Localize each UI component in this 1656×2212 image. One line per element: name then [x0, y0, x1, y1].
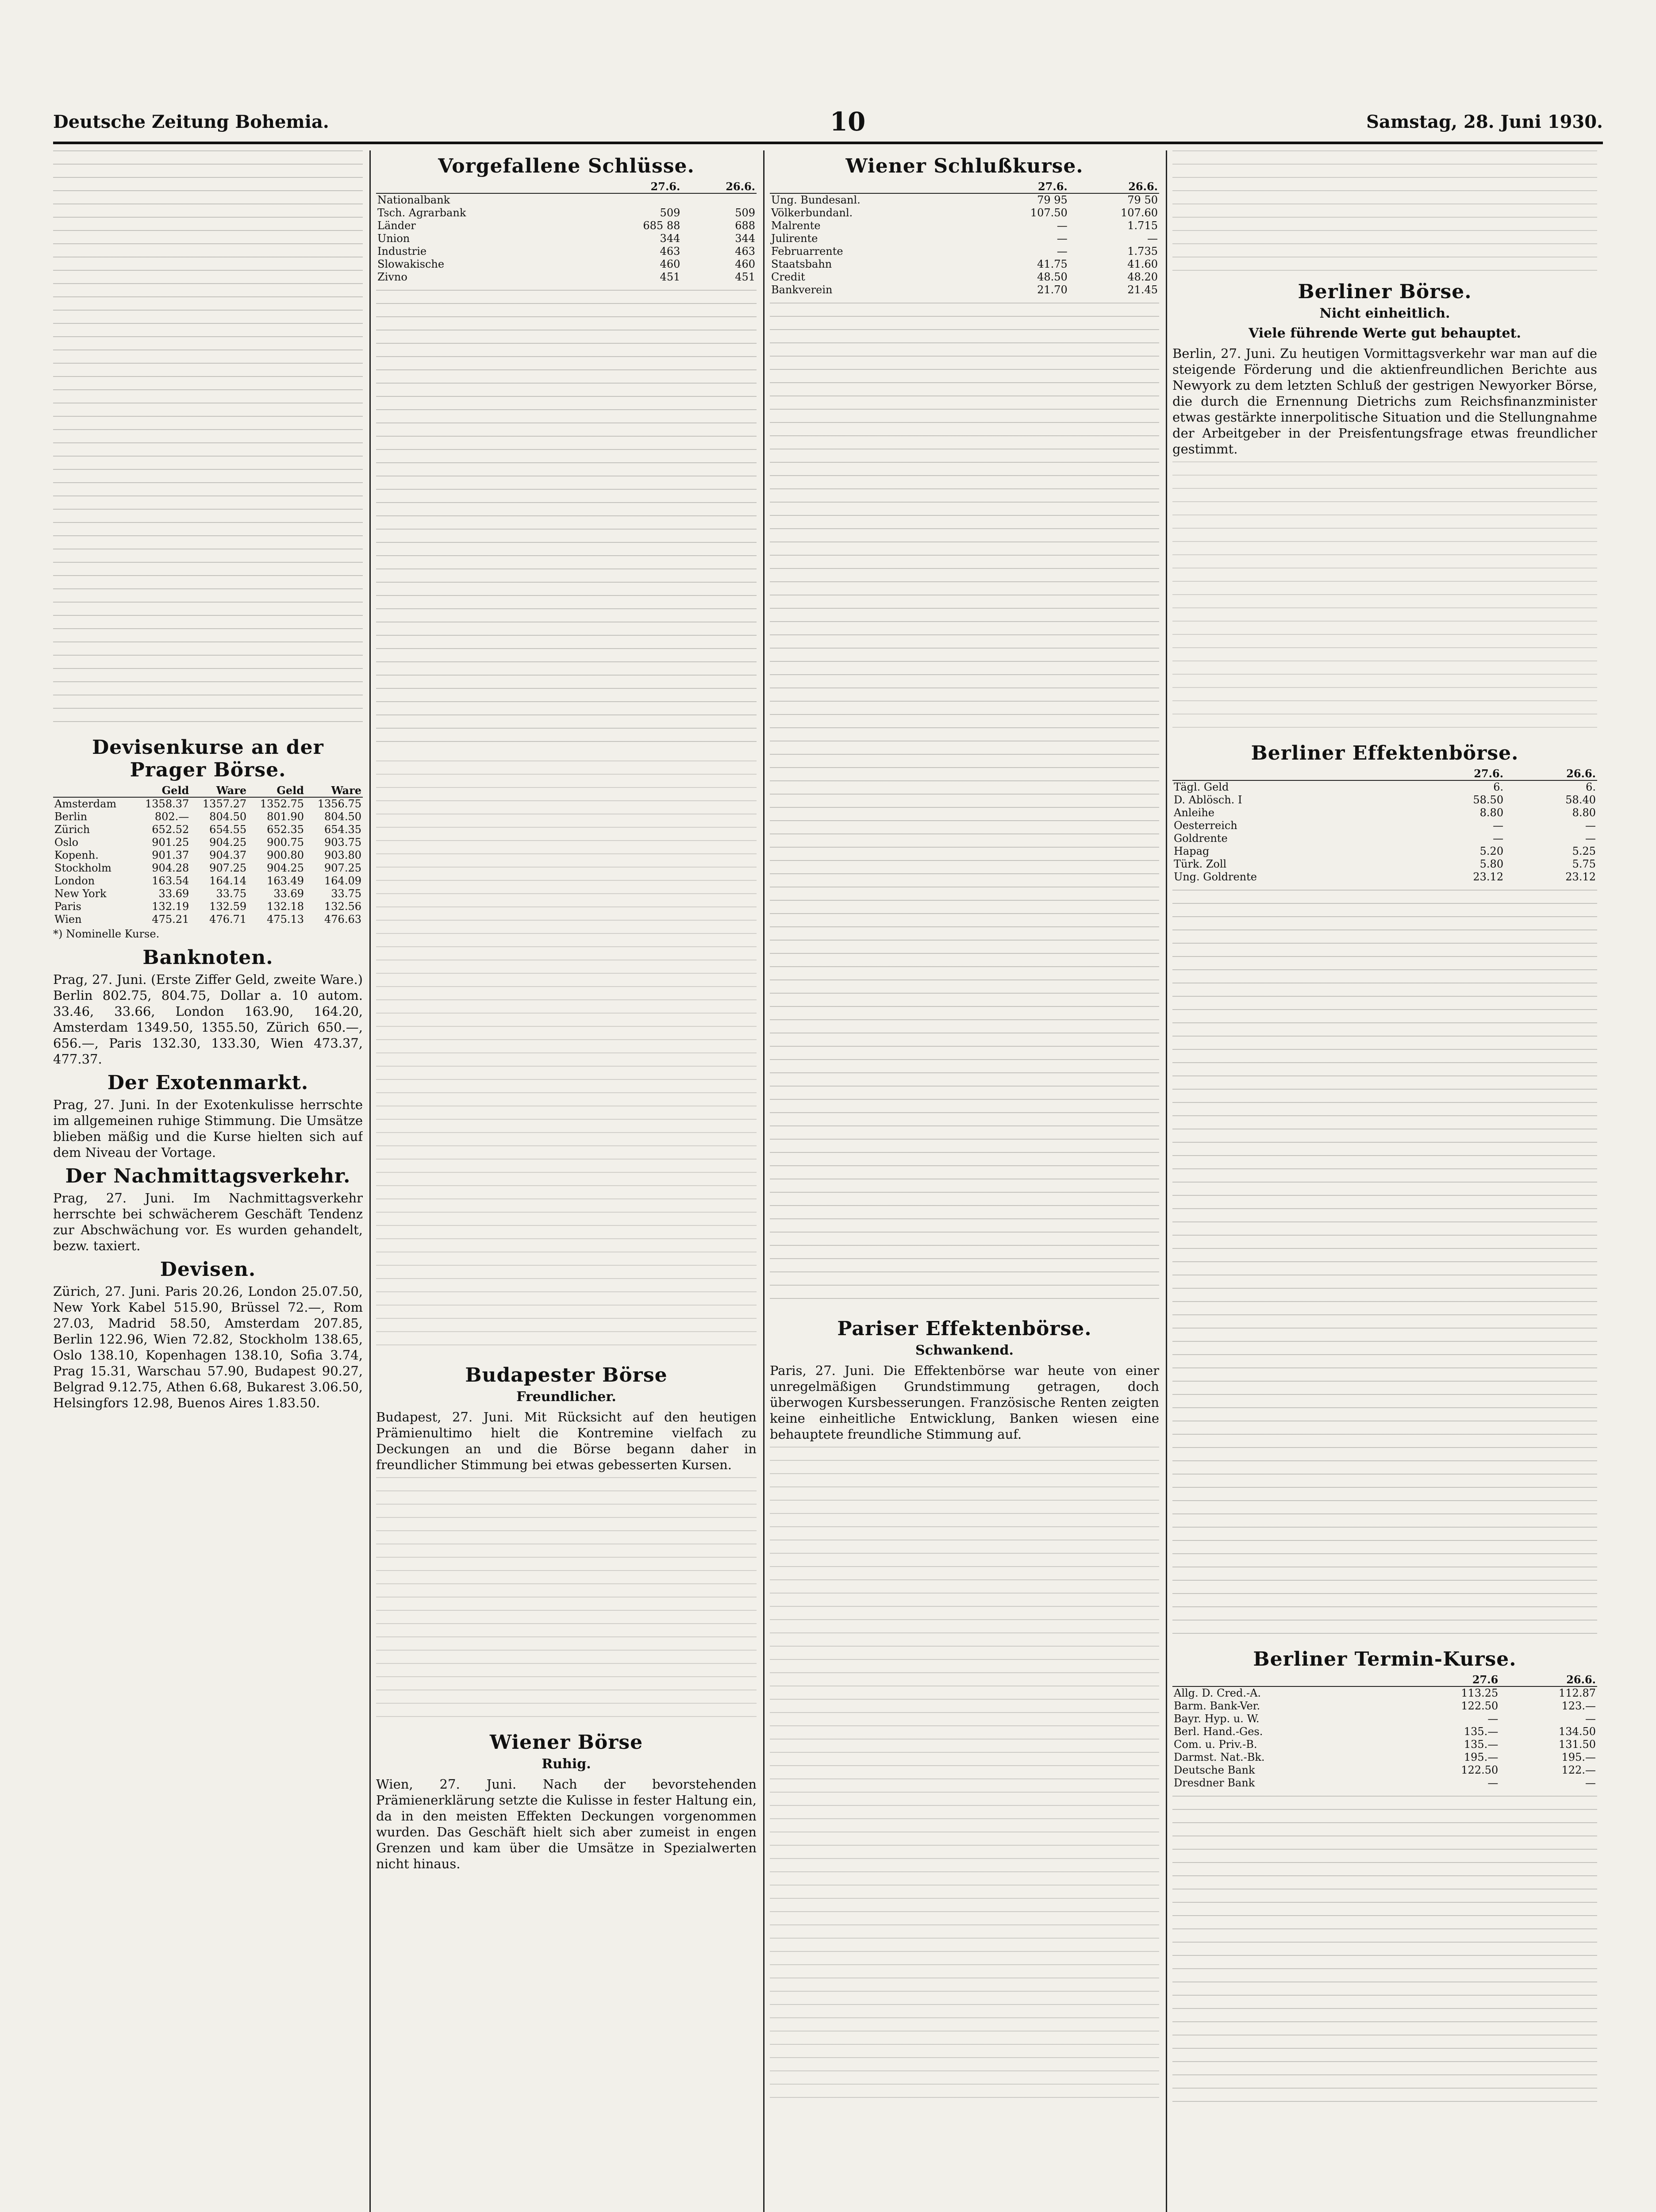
- table-cell: 903.80: [324, 849, 361, 861]
- issue-date: Samstag, 28. Juni 1930.: [1366, 111, 1603, 132]
- berlin-termin-table: [1172, 1673, 1597, 1790]
- col-header: 27.6.: [1412, 767, 1505, 780]
- table-cell: 904.25: [267, 862, 304, 874]
- table-cell: —: [1493, 819, 1504, 832]
- table-cell: 195.—: [1561, 1751, 1596, 1763]
- table-row: [376, 193, 757, 207]
- table-row: [770, 271, 1159, 284]
- table-cell: Tsch. Agrarbank: [377, 207, 466, 219]
- paris-subheading: Schwankend.: [915, 1343, 1014, 1358]
- table-cell: [681, 193, 757, 207]
- table-cell: D. Ablösch. I: [1174, 794, 1242, 806]
- table-row: [53, 849, 363, 862]
- table-row: [1172, 1700, 1597, 1713]
- table-cell: Julirente: [771, 232, 818, 245]
- table-row: [770, 207, 1159, 219]
- wiener-schluss-heading: Wiener Schlußkurse.: [845, 155, 1084, 177]
- table-cell: 901.25: [152, 836, 189, 849]
- table-row: [53, 900, 363, 913]
- table-cell: 802.—: [154, 810, 189, 823]
- table-row: [53, 913, 363, 926]
- berlin-report: [1172, 461, 1597, 736]
- exoten-heading: Der Exotenmarkt.: [107, 1071, 309, 1094]
- stock-list-prague: [53, 150, 363, 730]
- table-cell: 48.20: [1127, 271, 1158, 283]
- table-cell: 79 50: [1127, 194, 1158, 206]
- table-cell: 1357.27: [202, 798, 247, 810]
- col-header: [376, 180, 589, 193]
- budapest-subheading: Freundlicher.: [516, 1389, 616, 1405]
- table-cell: Völkerbundanl.: [771, 207, 853, 219]
- wiener-schluss-table: [770, 180, 1159, 296]
- table-cell: 804.50: [209, 810, 247, 823]
- column-3: [770, 150, 1159, 2212]
- banknoten-text: Prag, 27. Juni. (Erste Ziffer Geld, zweite Ware.) Berlin 802.75, 804.75, Dollar a. 10 autom. 33.46, 33.66, London 163.90, 164.20, Amsterdam 1349.50, 1355.50, Zürich 650.—, 656.—, Paris 132.30, 133.30, Wien 473.37, 477.37.: [53, 972, 363, 1067]
- col-header: [1172, 767, 1412, 780]
- table-row: [1172, 819, 1597, 832]
- table-cell: 476.63: [324, 913, 361, 926]
- foreign-exchange-text: [376, 760, 757, 1358]
- table-cell: [589, 193, 682, 207]
- table-cell: Stockholm: [54, 862, 111, 874]
- table-cell: Barm. Bank-Ver.: [1174, 1700, 1260, 1712]
- table-cell: Com. u. Priv.-B.: [1174, 1738, 1257, 1751]
- table-cell: Bankverein: [771, 284, 833, 296]
- table-cell: 1358.37: [145, 798, 189, 810]
- table-cell: 1.735: [1127, 245, 1158, 257]
- page-number: 10: [830, 107, 866, 137]
- table-cell: 1352.75: [260, 798, 304, 810]
- table-cell: Paris: [54, 900, 81, 913]
- table-cell: 904.37: [209, 849, 247, 861]
- table-cell: 163.49: [267, 875, 304, 887]
- table-row: [53, 887, 363, 900]
- table-cell: 654.35: [324, 823, 361, 836]
- table-cell: 460: [735, 258, 755, 270]
- table-cell: —: [1057, 232, 1068, 245]
- table-row: [53, 836, 363, 849]
- table-cell: 107.60: [1121, 207, 1158, 219]
- table-row: [1172, 1713, 1597, 1725]
- wien-heading: Wiener Börse: [489, 1731, 643, 1754]
- table-row: [1172, 858, 1597, 871]
- paris-continuation: [1172, 150, 1597, 274]
- table-cell: Darmst. Nat.-Bk.: [1174, 1751, 1265, 1763]
- column-1: [53, 150, 363, 2212]
- table-cell: Union: [377, 232, 410, 245]
- table-cell: Industrie: [377, 245, 427, 257]
- table-cell: 6.: [1493, 781, 1504, 793]
- devisen2-heading: Devisen.: [160, 1258, 256, 1281]
- table-cell: 113.25: [1461, 1687, 1498, 1699]
- col-header: Ware: [190, 784, 248, 797]
- table-row: [376, 232, 757, 245]
- prague-table: [376, 180, 757, 284]
- berlin-subheading: Nicht einheitlich.: [1319, 306, 1450, 321]
- table-cell: 475.21: [152, 913, 189, 926]
- table-row: [1172, 1725, 1597, 1738]
- table-row: [376, 258, 757, 271]
- col-header: 27.6: [1402, 1673, 1500, 1686]
- table-cell: 23.12: [1473, 871, 1504, 883]
- col-header: Ware: [305, 784, 363, 797]
- table-cell: 48.50: [1037, 271, 1068, 283]
- prague-stock-listing: [376, 290, 757, 754]
- table-row: [1172, 1764, 1597, 1777]
- table-cell: New York: [54, 887, 107, 900]
- column-rule: [763, 150, 765, 2212]
- table-cell: 33.69: [158, 887, 189, 900]
- nachmittag-heading: Der Nachmittagsverkehr.: [65, 1165, 351, 1187]
- table-cell: 131.50: [1559, 1738, 1596, 1751]
- col-header: [1172, 1673, 1402, 1686]
- table-cell: 33.75: [331, 887, 361, 900]
- table-cell: 123.—: [1561, 1700, 1596, 1712]
- table-cell: 509: [735, 207, 755, 219]
- table-cell: 135.—: [1464, 1738, 1498, 1751]
- table-row: [1172, 832, 1597, 845]
- table-row: [1172, 794, 1597, 806]
- table-row: [1172, 1777, 1597, 1790]
- table-cell: 688: [735, 219, 755, 232]
- col-header: Geld: [133, 784, 190, 797]
- table-cell: Berl. Hand.-Ges.: [1174, 1725, 1263, 1738]
- table-cell: 904.25: [209, 836, 247, 849]
- exoten-text: Prag, 27. Juni. In der Exotenkulisse herrschte im allgemeinen ruhige Stimmung. Die Umsätze blieben mäßig und die Kurse hielten sich auf dem Niveau der Vortage.: [53, 1097, 363, 1160]
- budapest-heading: Budapester Börse: [465, 1364, 668, 1386]
- col-header: 26.6.: [1505, 767, 1597, 780]
- column-4: [1172, 150, 1597, 2212]
- table-cell: 652.35: [267, 823, 304, 836]
- table-cell: 122.50: [1461, 1764, 1498, 1776]
- table-cell: 58.40: [1565, 794, 1596, 806]
- table-cell: 122.—: [1561, 1764, 1596, 1776]
- nachmittag-text: Prag, 27. Juni. Im Nachmittagsverkehr herrschte bei schwächerem Geschäft Tendenz zur Abschwächung vor. Es wurden gehandelt, bezw. taxiert.: [53, 1190, 363, 1253]
- table-cell: 475.13: [267, 913, 304, 926]
- table-row: [53, 797, 363, 810]
- table-cell: —: [1147, 232, 1158, 245]
- masthead: [53, 102, 1603, 144]
- berlin-heading: Berliner Börse.: [1298, 280, 1472, 303]
- table-cell: Nationalbank: [377, 194, 450, 206]
- table-cell: 5.20: [1479, 845, 1504, 857]
- table-cell: 451: [660, 271, 680, 283]
- table-cell: 451: [735, 271, 755, 283]
- table-cell: 132.19: [152, 900, 189, 913]
- table-cell: 132.56: [324, 900, 361, 913]
- table-row: [53, 810, 363, 823]
- table-cell: 5.25: [1572, 845, 1596, 857]
- table-cell: 1356.75: [317, 798, 361, 810]
- table-cell: 652.52: [152, 823, 189, 836]
- budapest-text: Budapest, 27. Juni. Mit Rücksicht auf den heutigen Prämienultimo hielt die Kontremine vielfach zu Deckungen an und die Börse begann daher in freundlicher Stimmung bei etwas gebesserten Kursen.: [376, 1409, 757, 1472]
- table-row: [1172, 871, 1597, 883]
- table-row: [770, 258, 1159, 271]
- table-cell: 41.60: [1127, 258, 1158, 270]
- table-cell: —: [1585, 832, 1596, 845]
- table-cell: —: [1057, 245, 1068, 257]
- table-cell: Oslo: [54, 836, 79, 849]
- berlin-termin-heading: Berliner Termin-Kurse.: [1253, 1648, 1517, 1671]
- berlin-effekten-heading: Berliner Effektenbörse.: [1251, 742, 1519, 764]
- table-cell: Credit: [771, 271, 805, 283]
- table-cell: Hapag: [1174, 845, 1210, 857]
- table-cell: 685 88: [643, 219, 680, 232]
- col-header: [53, 784, 133, 797]
- table-cell: 122.50: [1461, 1700, 1498, 1712]
- devisen-table: [53, 784, 363, 926]
- table-cell: 509: [660, 207, 680, 219]
- table-cell: 164.14: [209, 875, 247, 887]
- table-cell: Deutsche Bank: [1174, 1764, 1255, 1776]
- table-row: [1172, 1738, 1597, 1751]
- table-cell: —: [1487, 1713, 1498, 1725]
- table-cell: 463: [735, 245, 755, 257]
- table-cell: 41.75: [1037, 258, 1068, 270]
- table-row: [376, 245, 757, 258]
- column-rule: [369, 150, 371, 2212]
- column-2: [376, 150, 757, 2212]
- table-cell: Ung. Bundesanl.: [771, 194, 861, 206]
- table-cell: Ung. Goldrente: [1174, 871, 1257, 883]
- table-cell: Slowakische: [377, 258, 445, 270]
- table-cell: 33.75: [216, 887, 247, 900]
- table-cell: Amsterdam: [54, 798, 117, 810]
- table-cell: —: [1585, 819, 1596, 832]
- table-cell: —: [1585, 1713, 1596, 1725]
- table-cell: —: [1585, 1777, 1596, 1789]
- table-cell: 6.: [1586, 781, 1596, 793]
- table-cell: Kopenh.: [54, 849, 99, 861]
- table-cell: Tägl. Geld: [1174, 781, 1229, 793]
- table-cell: 33.69: [273, 887, 304, 900]
- table-cell: 804.50: [324, 810, 361, 823]
- berlin-effekten-listing: [1172, 890, 1597, 1642]
- table-cell: 132.18: [267, 900, 304, 913]
- table-row: [1172, 780, 1597, 794]
- table-cell: 164.09: [324, 875, 361, 887]
- table-cell: 460: [660, 258, 680, 270]
- table-cell: 8.80: [1479, 806, 1504, 819]
- berlin-subheading-2: Viele führende Werte gut behauptet.: [1249, 326, 1521, 341]
- table-cell: 904.28: [152, 862, 189, 874]
- column-rule: [1166, 150, 1167, 2212]
- table-cell: 8.80: [1572, 806, 1596, 819]
- table-cell: —: [1493, 832, 1504, 845]
- col-header: [770, 180, 979, 193]
- berlin-effekten-table: [1172, 767, 1597, 883]
- table-row: [376, 219, 757, 232]
- table-cell: Zivno: [377, 271, 407, 283]
- wien-subheading: Ruhig.: [542, 1756, 591, 1772]
- table-cell: 907.25: [209, 862, 247, 874]
- table-row: [376, 207, 757, 219]
- col-header: 27.6.: [979, 180, 1069, 193]
- table-cell: 135.—: [1464, 1725, 1498, 1738]
- table-cell: —: [1057, 219, 1068, 232]
- col-header: 26.6.: [1069, 180, 1159, 193]
- table-cell: Dresdner Bank: [1174, 1777, 1255, 1789]
- devisen-heading: Devisenkurse an der Prager Börse.: [92, 736, 324, 781]
- table-cell: 1.715: [1127, 219, 1158, 232]
- table-cell: Bayr. Hyp. u. W.: [1174, 1713, 1260, 1725]
- col-header: 26.6.: [681, 180, 757, 193]
- table-row: [376, 271, 757, 284]
- table-cell: Oesterreich: [1174, 819, 1237, 832]
- berlin-termin-listing: [1172, 1796, 1597, 2105]
- table-row: [53, 823, 363, 836]
- table-cell: Länder: [377, 219, 416, 232]
- table-cell: Zürich: [54, 823, 90, 836]
- table-row: [770, 232, 1159, 245]
- table-cell: 476.71: [209, 913, 247, 926]
- table-row: [1172, 845, 1597, 858]
- prague-heading: Vorgefallene Schlüsse.: [438, 155, 695, 177]
- table-cell: Goldrente: [1174, 832, 1228, 845]
- table-cell: 21.45: [1127, 284, 1158, 296]
- devisen-note: *) Nominelle Kurse.: [53, 928, 160, 940]
- table-cell: Wien: [54, 913, 82, 926]
- table-cell: 21.70: [1037, 284, 1068, 296]
- col-header: Geld: [248, 784, 305, 797]
- table-cell: 195.—: [1464, 1751, 1498, 1763]
- table-cell: 107.50: [1030, 207, 1068, 219]
- table-cell: 163.54: [152, 875, 189, 887]
- table-cell: Malrente: [771, 219, 821, 232]
- table-row: [770, 219, 1159, 232]
- banknoten-heading: Banknoten.: [142, 946, 273, 969]
- table-row: [53, 875, 363, 887]
- table-cell: 903.75: [324, 836, 361, 849]
- table-cell: 5.75: [1572, 858, 1596, 870]
- table-cell: 5.80: [1479, 858, 1504, 870]
- table-cell: Allg. D. Cred.-A.: [1174, 1687, 1261, 1699]
- table-cell: 134.50: [1559, 1725, 1596, 1738]
- table-cell: 463: [660, 245, 680, 257]
- table-cell: Berlin: [54, 810, 88, 823]
- table-cell: Türk. Zoll: [1174, 858, 1227, 870]
- table-row: [53, 862, 363, 875]
- berlin-text: Berlin, 27. Juni. Zu heutigen Vormittagsverkehr war man auf die steigende Förderung und die aktienfreundlichen Berichte aus Newyork zu dem letzten Schluß der gestrigen Newyorker Börse, die durch die Ernennung Dietrichs zum Reichsfinanzminister etwas gestärkte innerpolitische Situation und die Stellungnahme der Arbeitgeber in der Preisfentungsfrage etwas freundlicher gestimmt.: [1172, 346, 1597, 457]
- table-cell: 907.25: [324, 862, 361, 874]
- table-cell: 901.37: [152, 849, 189, 861]
- table-row: [770, 193, 1159, 207]
- newspaper-name: Deutsche Zeitung Bohemia.: [53, 111, 329, 132]
- table-cell: 79 95: [1037, 194, 1068, 206]
- table-cell: 112.87: [1559, 1687, 1596, 1699]
- table-row: [770, 284, 1159, 296]
- table-cell: Anleihe: [1174, 806, 1215, 819]
- table-cell: London: [54, 875, 95, 887]
- table-cell: 344: [660, 232, 680, 245]
- table-row: [770, 245, 1159, 258]
- table-cell: 654.55: [209, 823, 247, 836]
- paris-text: Paris, 27. Juni. Die Effektenbörse war heute von einer unregelmäßigen Grundstimmung getragen, doch überwogen Kursbesserungen. Französische Renten zeigten keine einheitliche Entwicklung, Banken wiesen eine behauptete freundliche Stimmung auf.: [770, 1363, 1159, 1442]
- table-row: [1172, 1751, 1597, 1764]
- table-cell: 900.80: [267, 849, 304, 861]
- table-cell: 801.90: [267, 810, 304, 823]
- table-cell: 900.75: [267, 836, 304, 849]
- col-header: 27.6.: [589, 180, 682, 193]
- table-cell: Staatsbahn: [771, 258, 832, 270]
- col-header: 26.6.: [1499, 1673, 1597, 1686]
- table-cell: 132.59: [209, 900, 247, 913]
- table-cell: Februarrente: [771, 245, 843, 257]
- budapest-report: [376, 1477, 757, 1725]
- wiener-stock-listing: [770, 303, 1159, 1311]
- table-row: [1172, 1686, 1597, 1700]
- paris-heading: Pariser Effektenbörse.: [837, 1317, 1092, 1340]
- wien-text: Wien, 27. Juni. Nach der bevorstehenden Prämienerklärung setzte die Kulisse in fester Haltung ein, da in den meisten Effekten Deckungen vorgenommen wurden. Das Geschäft hielt sich aber zumeist in engen Grenzen und kam über die Umsätze in Spezialwerten nicht hinaus.: [376, 1777, 757, 1871]
- table-row: [1172, 806, 1597, 819]
- table-cell: 344: [735, 232, 755, 245]
- table-cell: —: [1487, 1777, 1498, 1789]
- paris-listing: [770, 1447, 1159, 2110]
- table-cell: 58.50: [1473, 794, 1504, 806]
- devisen2-text: Zürich, 27. Juni. Paris 20.26, London 25.07.50, New York Kabel 515.90, Brüssel 72.—, Rom 27.03, Madrid 58.50, Amsterdam 207.85, Berlin 122.96, Wien 72.82, Stockholm 138.65, Oslo 138.10, Kopenhagen 138.10, Sofia 3.74, Prag 15.31, Warschau 57.90, Budapest 90.27, Belgrad 9.12.75, Athen 6.68, Bukarest 3.06.50, Helsingfors 12.98, Buenos Aires 1.83.50.: [53, 1284, 363, 1410]
- table-cell: 23.12: [1565, 871, 1596, 883]
